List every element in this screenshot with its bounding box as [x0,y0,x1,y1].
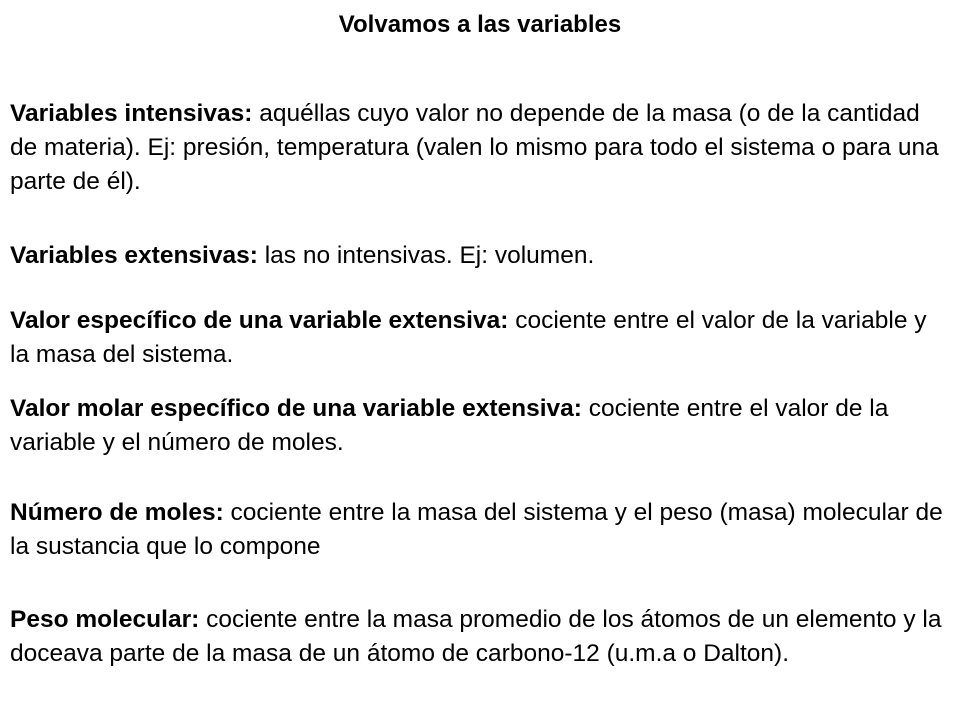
definition-term: Valor molar específico de una variable extensiva: [10,395,582,422]
definition-text: aquéllas cuyo valor no depende de la masa (o de la cantidad de materia). Ej: presión, temperatura (valen lo mismo para todo el sistema o para una parte de él). [10,100,939,195]
definition-text: las no intensivas. Ej: volumen. [257,242,595,269]
definition-intensive-variables [10,97,948,199]
definition-molecular-weight [10,603,948,671]
definition-term: Peso molecular: [10,606,200,633]
definition-term: Variables extensivas: [10,242,258,269]
definition-term: Valor específico de una variable extensiva: [10,307,509,334]
definition-term: Variables intensivas: [10,100,253,127]
definition-term: Número de moles: [10,499,224,526]
definition-text: cociente entre el valor de la variable y el número de moles. [10,395,889,456]
definition-text: cociente entre la masa del sistema y el peso (masa) molecular de la sustancia que lo compone [10,499,943,560]
definition-text: cociente entre la masa promedio de los átomos de un elemento y la doceava parte de la masa de un átomo de carbono-12 (u.m.a o Dalton). [10,606,942,667]
definition-molar-specific-value [10,392,948,460]
slide-title: Volvamos a las variables [338,11,622,38]
definition-number-of-moles [10,496,948,564]
definition-text: cociente entre el valor de la variable y la masa del sistema. [10,307,927,368]
definition-extensive-variables [10,239,948,273]
definition-specific-value [10,304,948,372]
